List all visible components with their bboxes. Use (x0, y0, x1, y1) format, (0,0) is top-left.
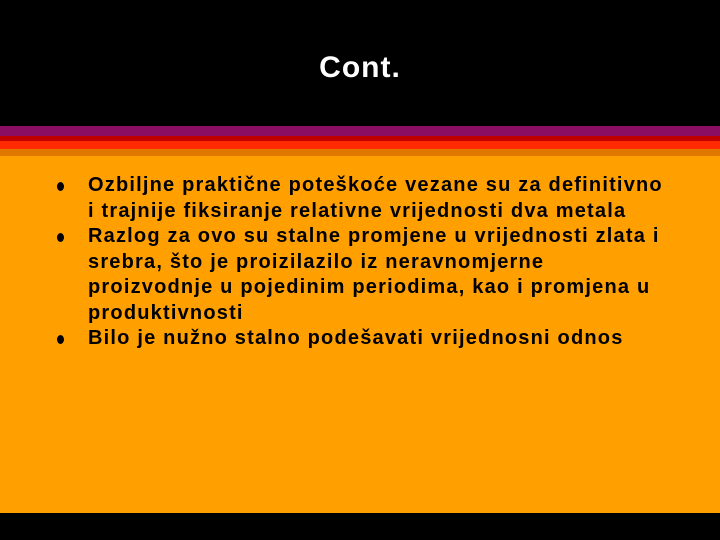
bullet-dot-icon (57, 335, 64, 344)
bullet-text: Razlog za ovo su stalne promjene u vrijednosti zlata i srebra, što je proizilazilo iz neravnomjerne proizvodnje u pojedinim periodima, kao i promjena u produktivnosti (88, 225, 660, 324)
title-area (0, 0, 720, 126)
decorative-stripe-orange (0, 149, 720, 156)
content-area (0, 156, 720, 513)
decorative-stripe-purple (0, 126, 720, 136)
bullet-item (56, 173, 666, 224)
bullet-dot-icon (57, 233, 64, 242)
bullet-dot-icon (57, 182, 64, 191)
slide-title: Cont. (319, 51, 401, 84)
bullet-list (56, 173, 666, 352)
decorative-stripe-bright-red (0, 141, 720, 149)
bullet-text: Bilo je nužno stalno podešavati vrijednosni odnos (88, 327, 624, 349)
bullet-text: Ozbiljne praktične poteškoće vezane su za definitivno i trajnije fiksiranje relativne vrijednosti dva metala (88, 174, 663, 222)
bullet-item (56, 326, 666, 352)
bullet-item (56, 224, 666, 326)
